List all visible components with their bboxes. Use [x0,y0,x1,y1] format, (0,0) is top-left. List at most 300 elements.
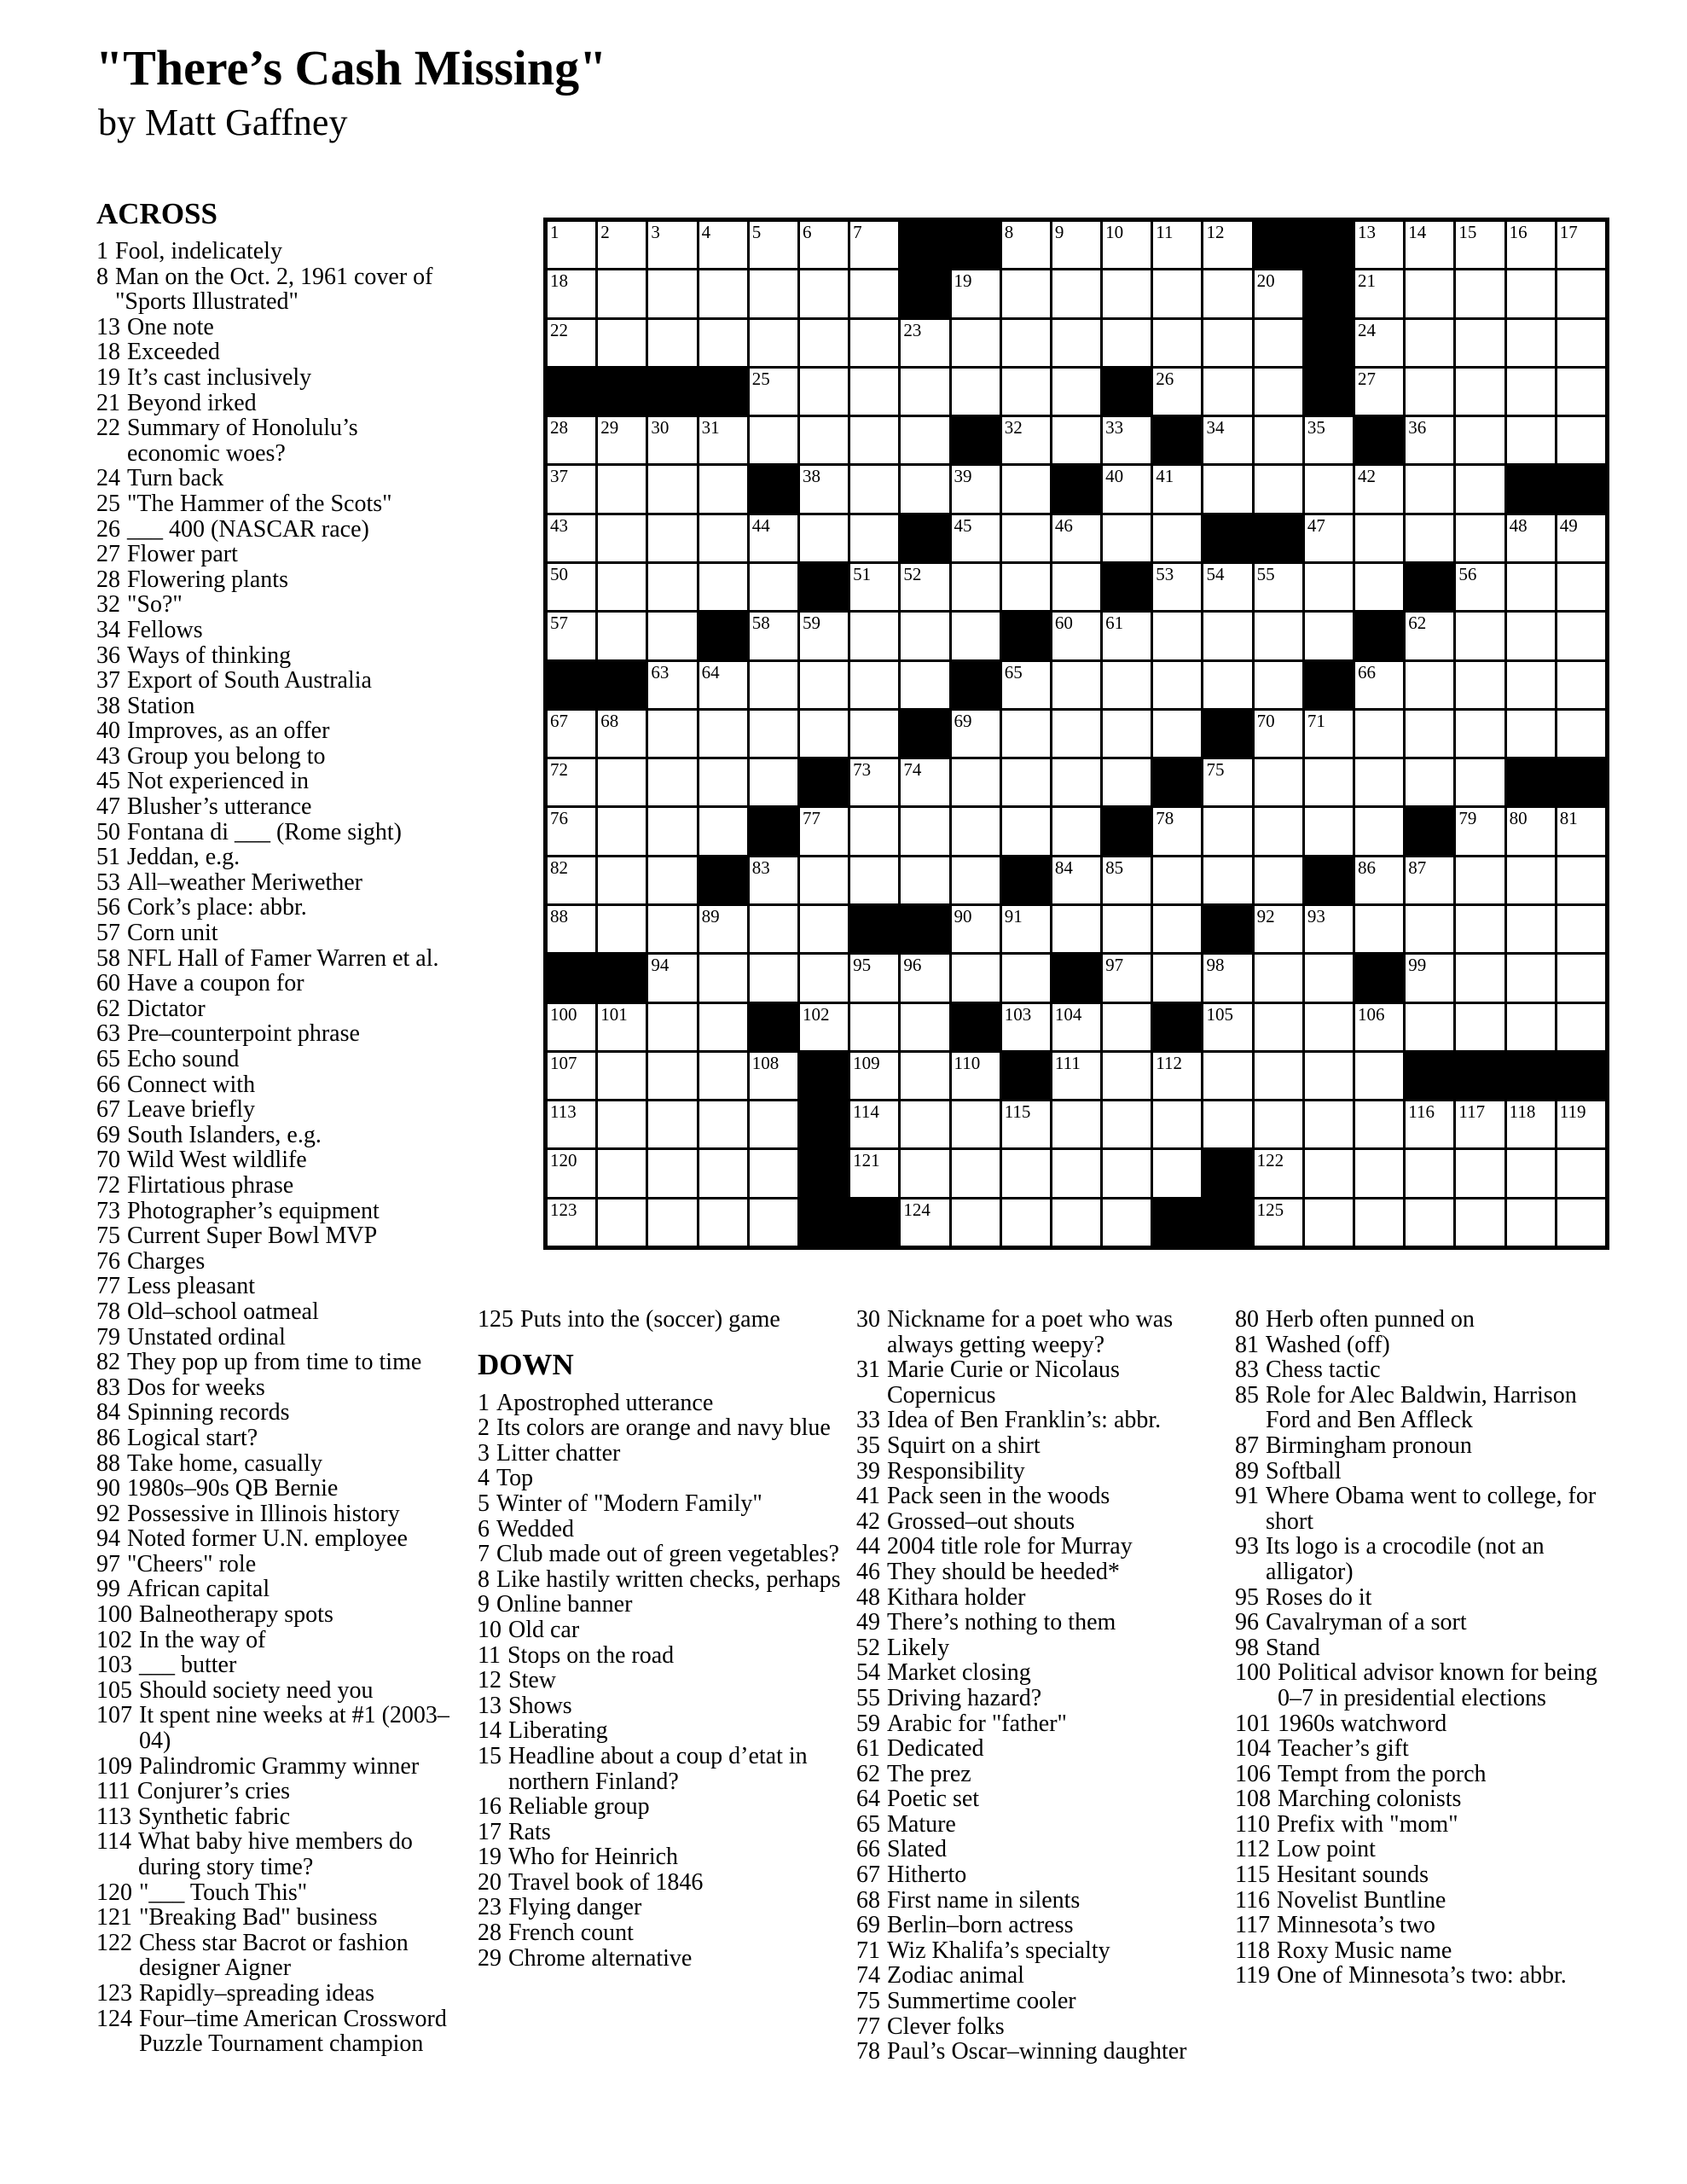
grid-cell-r6c17 [1355,466,1403,512]
clue-text: Clever folks [887,2013,1005,2040]
clue-number: 100 [96,1601,132,1629]
clue-text: French count [508,1920,634,1947]
down-clue-62 [856,1762,1227,1787]
grid-cell-r18c3 [648,1053,696,1099]
clue-number: 17 [478,1818,501,1845]
grid-cell-r8c8 [901,564,948,610]
cell-number-36: 36 [1408,417,1427,439]
grid-cell-r11c10 [1002,711,1050,757]
grid-cell-r19c4 [699,1101,747,1147]
grid-cell-r4c15 [1255,369,1302,415]
grid-cell-r14c15 [1255,857,1302,903]
cell-number-97: 97 [1105,955,1124,976]
cell-number-63: 63 [651,661,670,682]
cell-number-122: 122 [1256,1150,1284,1171]
clue-text: 1980s–90s QB Bernie [127,1475,339,1502]
grid-cell-r13c17 [1355,808,1403,854]
grid-cell-r12c14 [1203,759,1251,805]
clue-text: Roses do it [1266,1583,1372,1611]
grid-cell-r6c6 [800,466,848,512]
grid-cell-r9c1 [548,613,595,659]
grid-cell-r19c18 [1406,1101,1453,1147]
cell-number-70: 70 [1256,710,1275,731]
grid-cell-r3c15 [1255,320,1302,366]
grid-cell-r7c13 [1153,515,1201,561]
clue-text: They pop up from time to time [127,1349,422,1376]
grid-cell-r13c19 [1456,808,1504,854]
cell-number-23: 23 [903,319,922,340]
grid-cell-r5c17 [1355,417,1403,463]
cell-number-10: 10 [1105,222,1124,242]
clue-number: 91 [1235,1483,1259,1510]
grid-cell-r12c4 [699,759,747,805]
across-clue-94 [96,1526,450,1552]
grid-cell-r8c5 [750,564,797,610]
clue-text: Washed (off) [1266,1331,1390,1358]
clue-text: Flowering plants [127,566,288,593]
down-clue-54 [856,1660,1227,1686]
across-clue-123 [96,1981,450,2007]
grid-cell-r1c5 [750,222,797,268]
clue-number: 110 [1235,1810,1270,1838]
down-clue-87 [1235,1433,1602,1459]
clue-text: Not experienced in [127,768,310,795]
clue-number: 78 [856,2038,880,2065]
grid-cell-r12c9 [952,759,1000,805]
grid-cell-r12c12 [1103,759,1151,805]
grid-cell-r12c11 [1052,759,1100,805]
down-clue-77 [856,2014,1227,2040]
down-clue-46 [856,1560,1227,1585]
grid-cell-r20c12 [1103,1150,1151,1196]
cell-number-69: 69 [954,710,972,731]
down-clue-59 [856,1711,1227,1737]
down-clue-list-a [478,1391,853,1972]
cell-number-67: 67 [550,710,568,731]
down-clue-29 [478,1946,853,1972]
grid-cell-r17c2 [598,1004,646,1050]
grid-cell-r19c13 [1153,1101,1201,1147]
clue-text: Minnesota’s two [1276,1912,1435,1939]
clue-text: Birmingham pronoun [1266,1432,1472,1459]
grid-cell-r19c10 [1002,1101,1050,1147]
grid-cell-r17c18 [1406,1004,1453,1050]
grid-cell-r7c6 [800,515,848,561]
grid-cell-r1c8 [901,222,948,268]
cell-number-15: 15 [1458,222,1477,242]
clue-number: 100 [1235,1659,1271,1687]
clue-number: 67 [96,1096,120,1124]
grid-cell-r8c21 [1557,564,1605,610]
across-clue-1 [96,239,450,264]
byline: by Matt Gaffney [98,102,348,143]
clue-text: Flirtatious phrase [127,1171,294,1199]
clue-number: 74 [856,1962,880,1989]
grid-cell-r14c13 [1153,857,1201,903]
down-clue-19 [478,1844,853,1870]
down-clue-list-b [856,1307,1227,2065]
grid-cell-r7c15 [1255,515,1302,561]
down-clue-33 [856,1408,1227,1433]
cell-number-106: 106 [1358,1003,1385,1025]
grid-cell-r2c11 [1052,270,1100,317]
clue-text: Man on the Oct. 2, 1961 cover of "Sports Illustrated" [115,263,433,316]
grid-cell-r13c21 [1557,808,1605,854]
grid-cell-r21c3 [648,1199,696,1246]
clue-number: 103 [96,1652,132,1679]
grid-cell-r9c17 [1355,613,1403,659]
clue-number: 69 [856,1912,880,1939]
grid-cell-r2c17 [1355,270,1403,317]
grid-cell-r14c12 [1103,857,1151,903]
clue-text: Less pleasant [127,1273,256,1300]
clue-text: Beyond irked [127,389,257,416]
clue-number: 42 [856,1507,880,1535]
grid-cell-r16c16 [1305,955,1353,1001]
clue-text: Balneotherapy spots [139,1601,333,1629]
grid-cell-r19c17 [1355,1101,1403,1147]
grid-cell-r4c19 [1456,369,1504,415]
clue-number: 55 [856,1684,880,1711]
clue-number: 24 [96,465,120,492]
clue-number: 27 [96,541,120,568]
grid-cell-r18c4 [699,1053,747,1099]
grid-cell-r20c8 [901,1150,948,1196]
grid-cell-r10c7 [850,662,898,708]
clue-number: 85 [1235,1381,1259,1409]
clue-number: 34 [96,616,120,643]
grid-cell-r3c21 [1557,320,1605,366]
grid-cell-r14c2 [598,857,646,903]
grid-cell-r17c17 [1355,1004,1403,1050]
clue-text: Photographer’s equipment [127,1197,380,1224]
cell-number-83: 83 [751,857,770,878]
cell-number-35: 35 [1307,417,1325,439]
grid-cell-r5c16 [1305,417,1353,463]
clue-number: 62 [96,995,120,1022]
cell-number-76: 76 [550,808,568,829]
clue-number: 23 [478,1894,501,1921]
cell-number-62: 62 [1408,613,1427,634]
grid-cell-r5c1 [548,417,595,463]
down-clue-117 [1235,1913,1602,1938]
down-clue-78 [856,2039,1227,2065]
clue-text: Where Obama went to college, for short [1266,1483,1597,1535]
grid-cell-r12c5 [750,759,797,805]
down-clues-column-2 [856,1307,1227,2065]
cell-number-90: 90 [954,905,972,926]
grid-cell-r3c16 [1305,320,1353,366]
grid-cell-r15c13 [1153,906,1201,952]
clue-text: Pack seen in the woods [887,1483,1110,1510]
clue-text: Group you belong to [127,742,326,770]
clue-number: 57 [96,920,120,947]
clue-text: Driving hazard? [887,1684,1042,1711]
clue-number: 4 [478,1465,490,1492]
clue-number: 118 [1235,1937,1270,1964]
clue-number: 101 [1235,1710,1271,1737]
grid-cell-r9c19 [1456,613,1504,659]
across-clue-65 [96,1047,450,1072]
grid-cell-r12c7 [850,759,898,805]
down-clue-101 [1235,1711,1602,1737]
across-clue-37 [96,668,450,694]
clue-text: Liberating [508,1717,608,1745]
clue-text: Low point [1276,1836,1376,1863]
cell-number-115: 115 [1004,1101,1031,1123]
grid-cell-r8c18 [1406,564,1453,610]
grid-cell-r21c9 [952,1199,1000,1246]
clue-number: 93 [1235,1533,1259,1560]
cell-number-52: 52 [903,563,922,584]
cell-number-34: 34 [1206,417,1225,439]
down-clue-1 [478,1391,853,1416]
clue-number: 40 [96,717,120,745]
clue-text: Zodiac animal [887,1962,1024,1989]
across-clue-list-continued [478,1307,853,1333]
cell-number-49: 49 [1559,514,1578,536]
grid-cell-r9c21 [1557,613,1605,659]
clue-text: Online banner [496,1591,633,1618]
cell-number-121: 121 [853,1150,880,1171]
grid-cell-r18c13 [1153,1053,1201,1099]
clue-text: Kithara holder [887,1583,1026,1611]
clue-text: Headline about a coup d’etat in northern Finland? [508,1742,808,1795]
clue-number: 15 [478,1742,501,1769]
cell-number-13: 13 [1358,222,1377,242]
down-clue-list-c [1235,1307,1602,1989]
clue-number: 6 [478,1515,490,1542]
grid-cell-r7c20 [1507,515,1555,561]
down-clue-49 [856,1610,1227,1635]
clue-text: One note [127,313,214,340]
grid-cell-r11c19 [1456,711,1504,757]
grid-cell-r11c7 [850,711,898,757]
grid-cell-r7c2 [598,515,646,561]
grid-cell-r5c5 [750,417,797,463]
cell-number-6: 6 [802,222,812,242]
clue-text: Puts into the (soccer) game [520,1306,780,1333]
down-clue-100 [1235,1660,1602,1711]
grid-cell-r15c6 [800,906,848,952]
grid-cell-r4c6 [800,369,848,415]
grid-cell-r10c3 [648,662,696,708]
grid-cell-r6c13 [1153,466,1201,512]
clue-number: 13 [96,313,120,340]
down-clue-118 [1235,1938,1602,1964]
grid-cell-r8c12 [1103,564,1151,610]
grid-cell-r1c2 [598,222,646,268]
down-clue-5 [478,1491,853,1517]
across-clue-122 [96,1931,450,1981]
clue-number: 3 [478,1439,490,1467]
grid-cell-r17c1 [548,1004,595,1050]
clue-text: Station [127,692,195,719]
clue-number: 25 [96,490,120,517]
grid-cell-r9c11 [1052,613,1100,659]
cell-number-109: 109 [853,1052,880,1073]
grid-cell-r15c4 [699,906,747,952]
clue-number: 21 [96,389,120,416]
cell-number-86: 86 [1358,857,1377,878]
clue-text: Exceeded [127,339,220,366]
grid-cell-r10c14 [1203,662,1251,708]
down-clue-12 [478,1668,853,1693]
grid-cell-r10c17 [1355,662,1403,708]
grid-cell-r1c21 [1557,222,1605,268]
grid-cell-r11c15 [1255,711,1302,757]
grid-cell-r10c19 [1456,662,1504,708]
clue-number: 72 [96,1171,120,1199]
grid-cell-r19c2 [598,1101,646,1147]
grid-cell-r14c18 [1406,857,1453,903]
grid-cell-r7c21 [1557,515,1605,561]
grid-cell-r12c17 [1355,759,1403,805]
down-clue-16 [478,1794,853,1820]
cell-number-29: 29 [600,417,619,439]
across-clue-19 [96,365,450,391]
clue-number: 82 [96,1349,120,1376]
down-clue-104 [1235,1736,1602,1762]
down-clue-115 [1235,1862,1602,1888]
grid-cell-r19c9 [952,1101,1000,1147]
clue-text: Squirt on a shirt [887,1432,1041,1459]
grid-cell-r14c21 [1557,857,1605,903]
grid-cell-r6c15 [1255,466,1302,512]
grid-cell-r18c6 [800,1053,848,1099]
grid-cell-r19c16 [1305,1101,1353,1147]
grid-cell-r13c11 [1052,808,1100,854]
grid-cell-r17c6 [800,1004,848,1050]
across-clue-79 [96,1325,450,1350]
down-clue-119 [1235,1963,1602,1989]
cell-number-93: 93 [1307,905,1325,926]
grid-cell-r6c21 [1557,466,1605,512]
clue-text: Political advisor known for being 0–7 in presidential elections [1278,1659,1597,1711]
cell-number-91: 91 [1004,905,1023,926]
down-clue-85 [1235,1383,1602,1433]
grid-cell-r21c11 [1052,1199,1100,1246]
grid-cell-r11c17 [1355,711,1403,757]
cell-number-53: 53 [1156,563,1174,584]
clue-number: 122 [96,1929,132,1956]
down-clue-42 [856,1509,1227,1535]
clue-text: "So?" [127,591,183,619]
grid-cell-r8c13 [1153,564,1201,610]
clue-number: 123 [96,1979,132,2007]
grid-cell-r17c14 [1203,1004,1251,1050]
clue-text: Shows [508,1692,572,1719]
clue-text: Apostrophed utterance [496,1389,714,1416]
cell-number-37: 37 [550,466,568,487]
down-clue-23 [478,1895,853,1920]
cell-number-105: 105 [1206,1003,1233,1025]
down-clue-68 [856,1888,1227,1914]
clue-number: 11 [478,1641,501,1669]
grid-cell-r4c21 [1557,369,1605,415]
across-clue-22 [96,415,450,466]
clue-number: 5 [478,1490,490,1517]
grid-cell-r6c4 [699,466,747,512]
grid-cell-r5c18 [1406,417,1453,463]
cell-number-2: 2 [600,222,610,242]
grid-cell-r13c14 [1203,808,1251,854]
clue-number: 29 [478,1944,501,1972]
grid-cell-r12c3 [648,759,696,805]
grid-cell-r15c19 [1456,906,1504,952]
clue-text: Dos for weeks [127,1374,265,1401]
down-clue-31 [856,1357,1227,1408]
down-clue-9 [478,1592,853,1618]
clue-text: Litter chatter [496,1439,621,1467]
across-clue-73 [96,1199,450,1224]
clue-number: 116 [1235,1886,1270,1914]
clue-number: 56 [96,894,120,921]
cell-number-56: 56 [1458,563,1477,584]
cell-number-120: 120 [550,1150,577,1171]
clue-text: Softball [1266,1457,1342,1484]
grid-cell-r14c9 [952,857,1000,903]
clue-number: 125 [478,1306,513,1333]
clue-number: 46 [856,1558,880,1585]
grid-cell-r21c4 [699,1199,747,1246]
grid-cell-r3c20 [1507,320,1555,366]
grid-cell-r10c16 [1305,662,1353,708]
across-clue-82 [96,1350,450,1375]
down-clue-83 [1235,1357,1602,1383]
grid-cell-r4c1 [548,369,595,415]
grid-cell-r13c3 [648,808,696,854]
clue-text: ___ butter [139,1652,237,1679]
clue-text: Turn back [127,465,224,492]
grid-cell-r5c11 [1052,417,1100,463]
clue-number: 89 [1235,1457,1259,1484]
cell-number-102: 102 [802,1003,830,1025]
grid-cell-r5c14 [1203,417,1251,463]
clue-text: Summertime cooler [887,1988,1076,2015]
grid-cell-r20c15 [1255,1150,1302,1196]
grid-cell-r18c17 [1355,1053,1403,1099]
grid-cell-r3c6 [800,320,848,366]
clue-number: 111 [96,1778,130,1805]
grid-cell-r1c9 [952,222,1000,268]
clue-number: 81 [1235,1331,1259,1358]
grid-cell-r10c6 [800,662,848,708]
grid-cell-r15c10 [1002,906,1050,952]
clue-text: Noted former U.N. employee [127,1525,408,1553]
page-title: "There’s Cash Missing" [96,40,607,96]
grid-cell-r17c21 [1557,1004,1605,1050]
grid-cell-r19c21 [1557,1101,1605,1147]
grid-cell-r18c21 [1557,1053,1605,1099]
grid-cell-r2c19 [1456,270,1504,317]
clue-text: Wedded [496,1515,575,1542]
clue-number: 31 [856,1356,880,1384]
down-clue-3 [478,1441,853,1467]
down-clue-116 [1235,1888,1602,1914]
clue-text: Flower part [127,541,238,568]
across-clue-100 [96,1602,450,1628]
grid-cell-r4c5 [750,369,797,415]
grid-cell-r4c13 [1153,369,1201,415]
grid-cell-r17c19 [1456,1004,1504,1050]
down-clue-96 [1235,1610,1602,1635]
grid-cell-r20c21 [1557,1150,1605,1196]
clue-text: Cavalryman of a sort [1266,1609,1467,1636]
grid-cell-r6c20 [1507,466,1555,512]
grid-cell-r20c17 [1355,1150,1403,1196]
clue-number: 92 [96,1500,120,1527]
